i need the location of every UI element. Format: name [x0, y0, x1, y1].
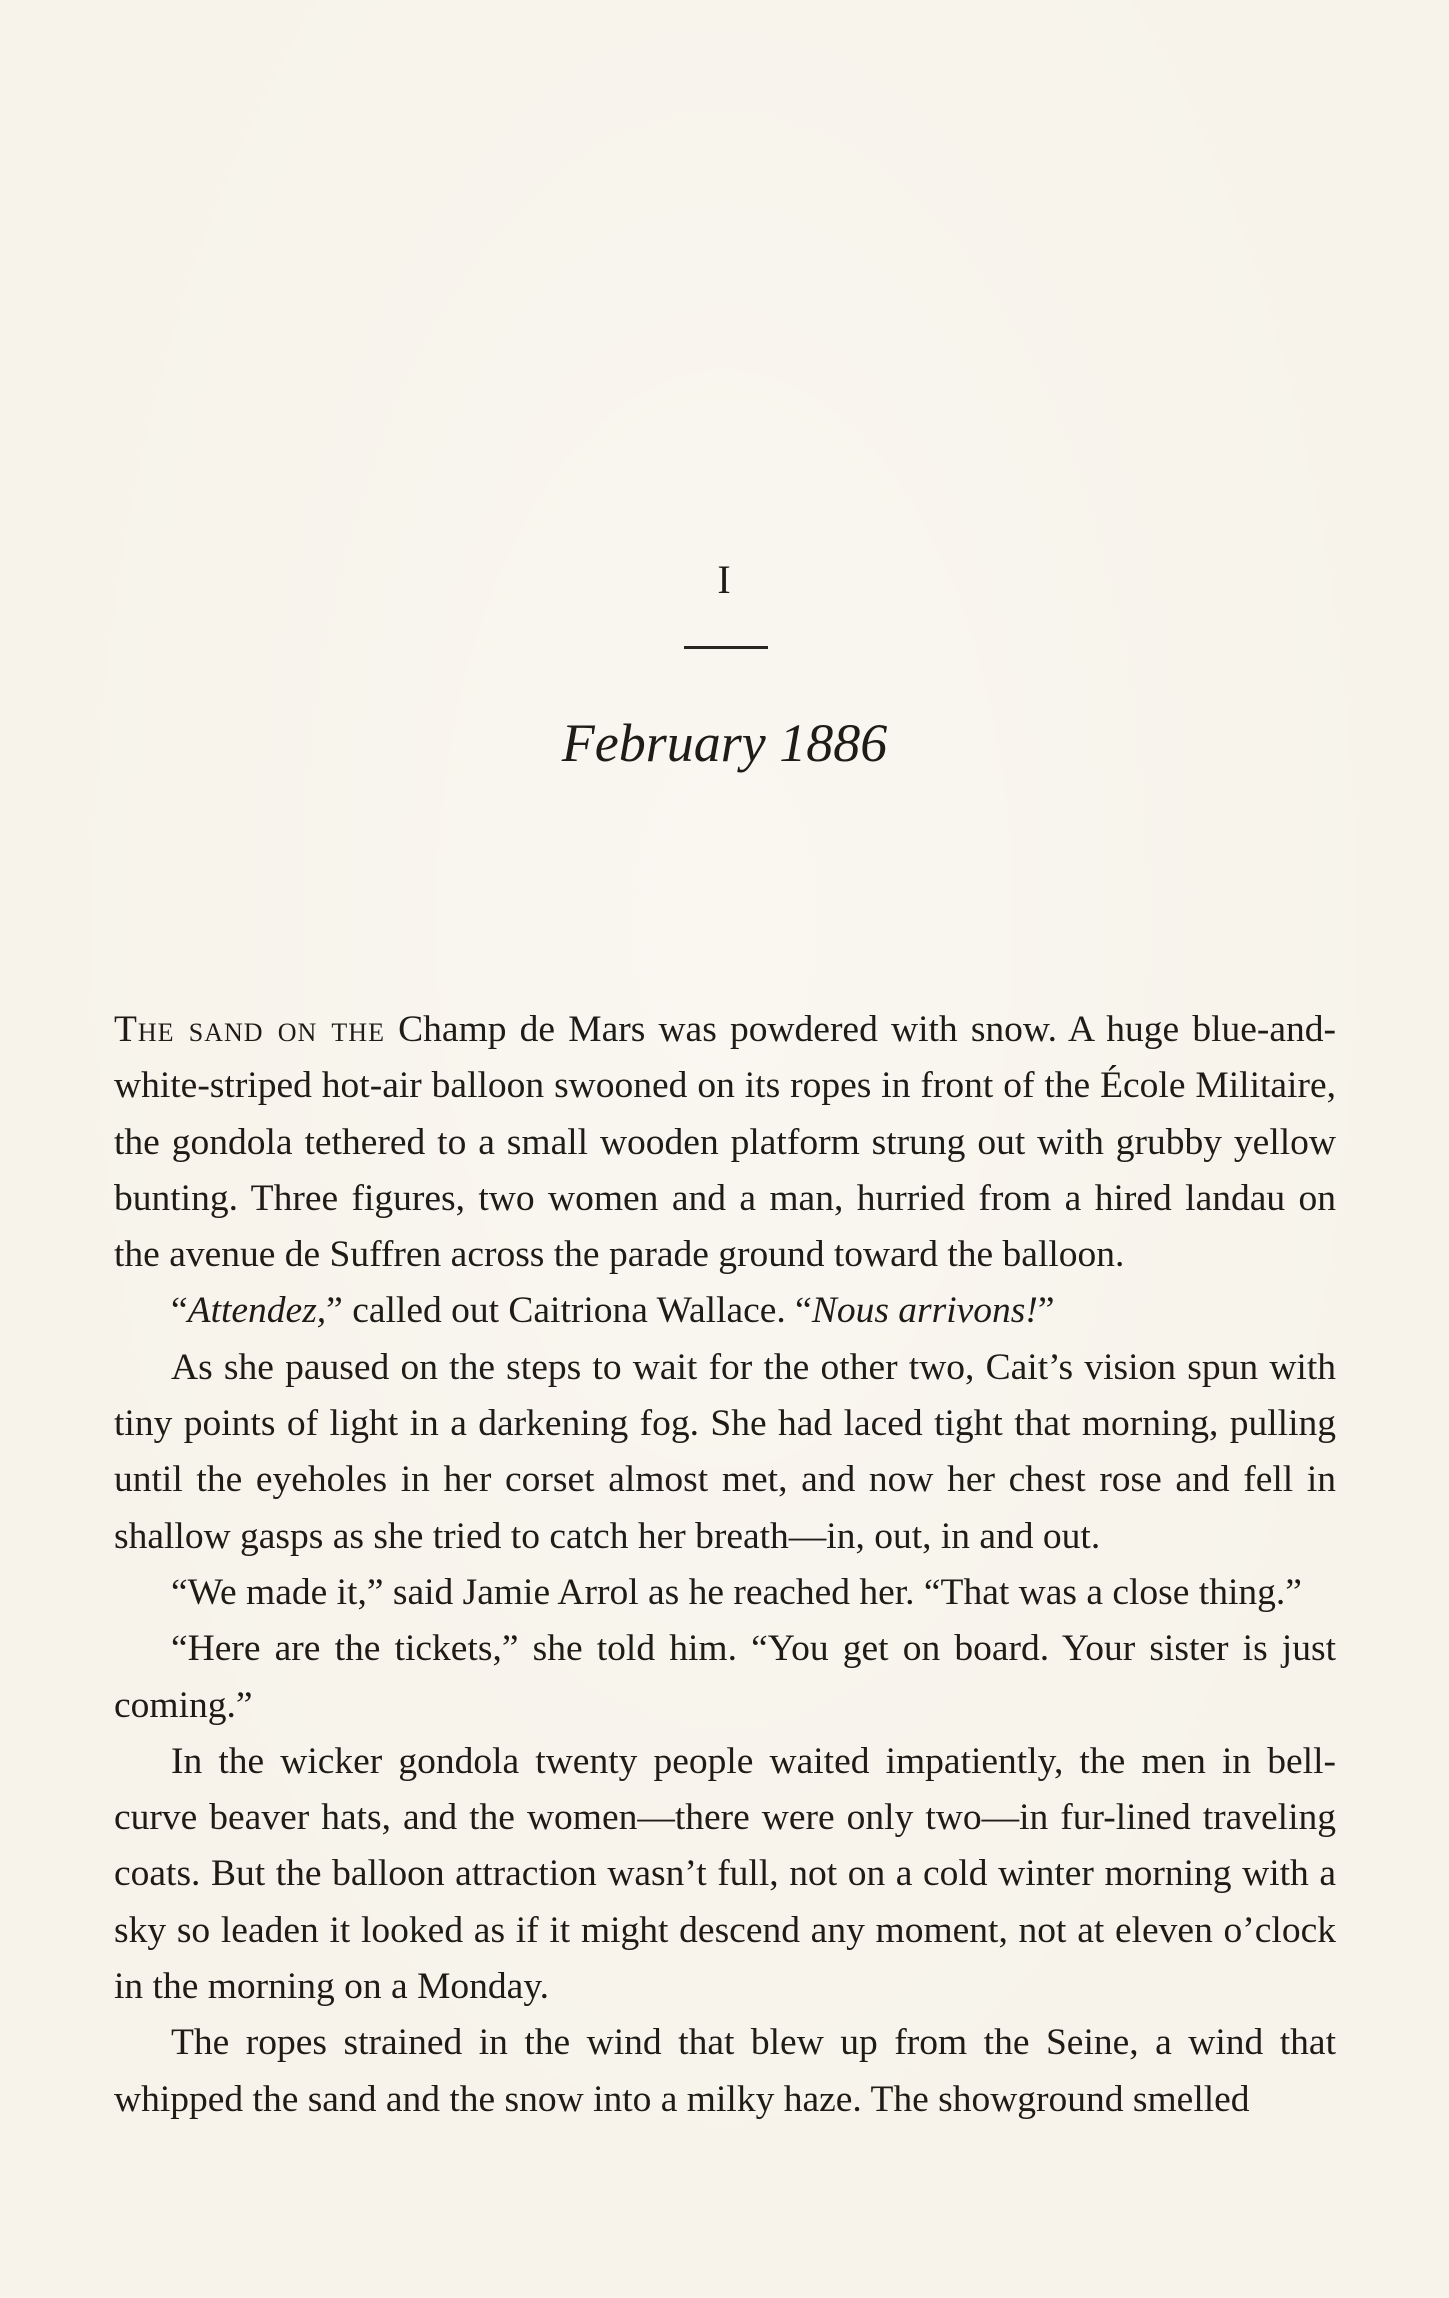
chapter-divider [684, 646, 768, 649]
paragraph-5: “Here are the tickets,” she told him. “You get on board. Your sister is just coming.” [114, 1628, 1336, 1726]
paragraph-2 [114, 1283, 1336, 1339]
paragraph-3: As she paused on the steps to wait for the other two, Cait’s vision spun with tiny points of light in a darkening fog. She had laced tight that morning, pulling until the eyeholes in her corset almost met, and now her chest rose and fell in shallow gasps as she tried to catch her breath—in, out, in and out. [114, 1346, 1336, 1557]
italic-phrase: Attendez, [187, 1290, 327, 1332]
paragraph-1 [114, 1002, 1336, 1283]
paragraph-6: In the wicker gondola twenty people waited impatiently, the men in bell-curve beaver hats, and the women—there were only two—in fur-lined traveling coats. But the balloon attraction wasn’t full, not on a cold winter morning with a sky so leaden it looked as if it might descend any moment, not at eleven o’clock in the morning on a Monday. [114, 1740, 1336, 2008]
paragraph-1-text: Champ de Mars was powdered with snow. A huge blue-and-white-striped hot-air balloon swooned on its ropes in front of the École Militaire, the gondola tethered to a small wooden platform strung out with grubby yellow bunting. Three figures, two women and a man, hurried from a hired landau on the avenue de Suffren across the parade ground toward the balloon. [114, 1009, 1336, 1276]
paragraph-4: “We made it,” said Jamie Arrol as he reached her. “That was a close thing.” [171, 1571, 1302, 1613]
chapter-number: I [717, 557, 732, 602]
italic-phrase: Nous arrivons! [811, 1290, 1038, 1332]
dialogue-tag: ” called out Caitriona Wallace. “ [326, 1290, 812, 1332]
opening-small-caps: The sand on the [114, 1009, 385, 1050]
chapter-body [114, 1002, 1336, 2128]
quote-mark: ” [1037, 1290, 1055, 1332]
quote-mark: “ [171, 1290, 188, 1332]
chapter-title: February 1886 [561, 713, 888, 773]
paragraph-7: The ropes strained in the wind that blew up from the Seine, a wind that whipped the sand and the snow into a milky haze. The showground smelled [114, 2022, 1336, 2120]
